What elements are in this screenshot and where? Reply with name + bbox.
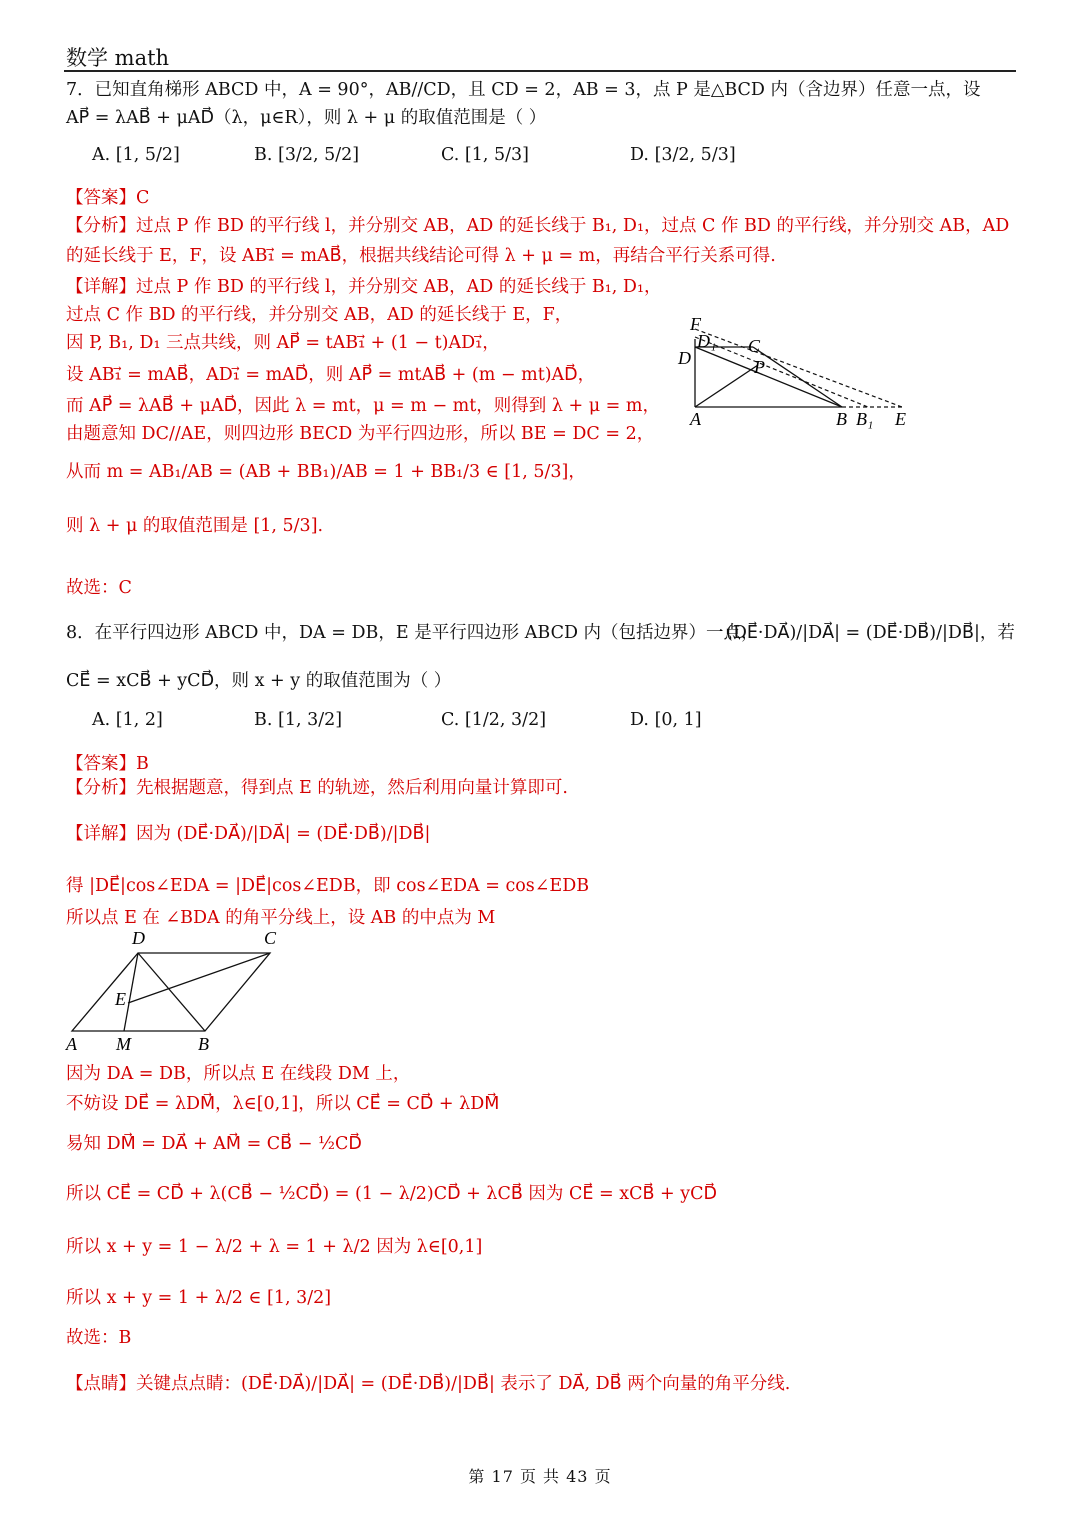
q7-detail-line: 过点 C 作 BD 的平行线，并分别交 AB，AD 的延长线于 E，F，	[66, 305, 573, 325]
q7-trapezoid-figure	[670, 315, 920, 435]
q8-fig-label-c: C	[264, 928, 277, 948]
q7-conclusion: 故选：C	[66, 578, 132, 598]
q7-stem-line2: AP⃗ = λAB⃗ + μAD⃗（λ，μ∈R），则 λ + μ 的取值范围是（ ）	[66, 108, 547, 128]
q8-choice-c	[441, 710, 546, 730]
q7-analysis-line2: 的延长线于 E，F，设 AB₁⃗ = mAB⃗，根据共线结论可得 λ + μ = m，再结合平行关系可得.	[66, 246, 776, 266]
q8-parallelogram-figure	[60, 925, 300, 1055]
q7-detail-line: 因 P, B₁, D₁ 三点共线，则 AP⃗ = tAB₁⃗ + (1 − t)AD₁⃗，	[66, 333, 500, 353]
q7-choice-b-value: [3/2, 5/2]	[278, 145, 360, 165]
q8-choice-d	[630, 710, 702, 730]
q7-choice-b-label: B.	[254, 145, 273, 165]
q8-choice-a	[92, 710, 163, 730]
page-footer: 第 17 页 共 43 页	[468, 1467, 612, 1486]
q7-choice-d-value: [3/2, 5/3]	[654, 145, 736, 165]
q7-detail-line: 设 AB₁⃗ = mAB⃗，AD₁⃗ = mAD⃗，则 AP⃗ = mtAB⃗ + (m − mt)AD⃗，	[66, 365, 596, 385]
q8-detail-line: 易知 DM⃗ = DA⃗ + AM⃗ = CB⃗ − ½CD⃗	[66, 1134, 362, 1154]
q8-choice-b-value: [1, 3/2]	[278, 710, 343, 730]
q7-detail-line: 而 AP⃗ = λAB⃗ + μAD⃗，因此 λ = mt，μ = m − mt，则得到 λ + μ = m，	[66, 396, 660, 416]
q7-fig-label-b: B	[836, 409, 847, 429]
q8-analysis: 【分析】先根据题意，得到点 E 的轨迹，然后利用向量计算即可.	[66, 778, 568, 798]
q8-choice-a-label: A.	[92, 710, 111, 730]
q7-choice-c-label: C.	[441, 145, 460, 165]
q8-detail-line: 因为 DA = DB，所以点 E 在线段 DM 上，	[66, 1064, 411, 1084]
q8-choice-c-label: C.	[441, 710, 460, 730]
q8-choice-b	[254, 710, 342, 730]
q8-stem-line1-a: 8．在平行四边形 ABCD 中，DA = DB，E 是平行四边形 ABCD 内（包括边界）一点，	[66, 623, 759, 643]
q8-fig-label-a: A	[66, 1034, 77, 1054]
q7-fig-label-c: C	[748, 336, 761, 356]
q7-stem-line1: 7．已知直角梯形 ABCD 中，A = 90°，AB//CD，且 CD = 2，AB = 3，点 P 是△BCD 内（含边界）任意一点，设	[66, 80, 981, 100]
q8-fig-label-m: M	[116, 1034, 131, 1054]
q7-fig-label-d: D	[678, 348, 691, 368]
q8-detail-line: 得 |DE⃗|cos∠EDA = |DE⃗|cos∠EDB，即 cos∠EDA = cos∠EDB	[66, 876, 590, 896]
q8-conclusion: 故选：B	[66, 1328, 132, 1348]
q7-fig-label-b1: B₁	[856, 409, 874, 429]
q7-fig-label-a: A	[690, 409, 701, 429]
q7-fig-label-e: E	[895, 409, 906, 429]
q8-choice-b-label: B.	[254, 710, 273, 730]
q7-choice-c-value: [1, 5/3]	[464, 145, 530, 165]
q7-choice-b	[254, 145, 359, 165]
q7-fig-label-p: P	[754, 357, 765, 377]
q7-choice-a	[92, 145, 180, 165]
q7-choice-d	[630, 145, 736, 165]
q7-analysis-line1: 【分析】过点 P 作 BD 的平行线 l，并分别交 AB，AD 的延长线于 B₁, D₁，过点 C 作 BD 的平行线，并分别交 AB，AD	[66, 216, 1010, 236]
q7-detail-line: 从而 m = AB₁/AB = (AB + BB₁)/AB = 1 + BB₁/3 ∈ [1, 5/3]，	[66, 462, 586, 482]
q7-detail-line: 则 λ + μ 的取值范围是 [1, 5/3].	[66, 516, 324, 536]
q8-detail-line: 所以 x + y = 1 + λ/2 ∈ [1, 3/2]	[66, 1288, 332, 1308]
q8-choice-d-value: [0, 1]	[654, 710, 702, 730]
q8-key-point: 【点睛】关键点点睛：(DE⃗·DA⃗)/|DA⃗| = (DE⃗·DB⃗)/|DB⃗| 表示了 DA⃗, DB⃗ 两个向量的角平分线.	[66, 1374, 791, 1394]
q8-choice-a-value: [1, 2]	[115, 710, 163, 730]
q8-stem-line2: CE⃗ = xCB⃗ + yCD⃗，则 x + y 的取值范围为（ ）	[66, 671, 452, 691]
q8-detail-line: 所以 CE⃗ = CD⃗ + λ(CB⃗ − ½CD⃗) = (1 − λ/2)CD⃗ + λCB⃗ 因为 CE⃗ = xCB⃗ + yCD⃗	[66, 1184, 718, 1204]
q8-answer: 【答案】B	[66, 754, 149, 774]
q8-choice-c-value: [1/2, 3/2]	[464, 710, 547, 730]
q7-fig-label-f: F	[690, 315, 701, 334]
q7-choice-a-value: [1, 5/2]	[115, 145, 180, 165]
q7-detail-line: 【详解】过点 P 作 BD 的平行线 l，并分别交 AB，AD 的延长线于 B₁, D₁，	[66, 277, 662, 297]
header-rule	[64, 70, 1016, 72]
q7-choice-c	[441, 145, 529, 165]
q8-fig-label-b: B	[198, 1034, 209, 1054]
q8-detail-line: 【详解】因为 (DE⃗·DA⃗)/|DA⃗| = (DE⃗·DB⃗)/|DB⃗|	[66, 824, 431, 844]
q8-choice-d-label: D.	[630, 710, 649, 730]
q7-fig-label-d1: D₁	[697, 331, 717, 351]
q8-stem-line1-b: (DE⃗·DA⃗)/|DA⃗| = (DE⃗·DB⃗)/|DB⃗|，若	[726, 623, 1015, 643]
q8-fig-label-d: D	[132, 928, 145, 948]
page-header-title: 数学 math	[66, 46, 170, 70]
q7-answer: 【答案】C	[66, 188, 150, 208]
q8-fig-label-e: E	[115, 989, 126, 1009]
q8-detail-line: 所以 x + y = 1 − λ/2 + λ = 1 + λ/2 因为 λ∈[0,1]	[66, 1237, 483, 1257]
q7-choice-d-label: D.	[630, 145, 649, 165]
q8-detail-line: 所以点 E 在 ∠BDA 的角平分线上，设 AB 的中点为 M	[66, 908, 496, 928]
q7-detail-line: 由题意知 DC//AE，则四边形 BECD 为平行四边形，所以 BE = DC = 2，	[66, 424, 655, 444]
q7-choice-a-label: A.	[92, 145, 111, 165]
q8-detail-line: 不妨设 DE⃗ = λDM⃗，λ∈[0,1]，所以 CE⃗ = CD⃗ + λDM⃗	[66, 1094, 500, 1114]
